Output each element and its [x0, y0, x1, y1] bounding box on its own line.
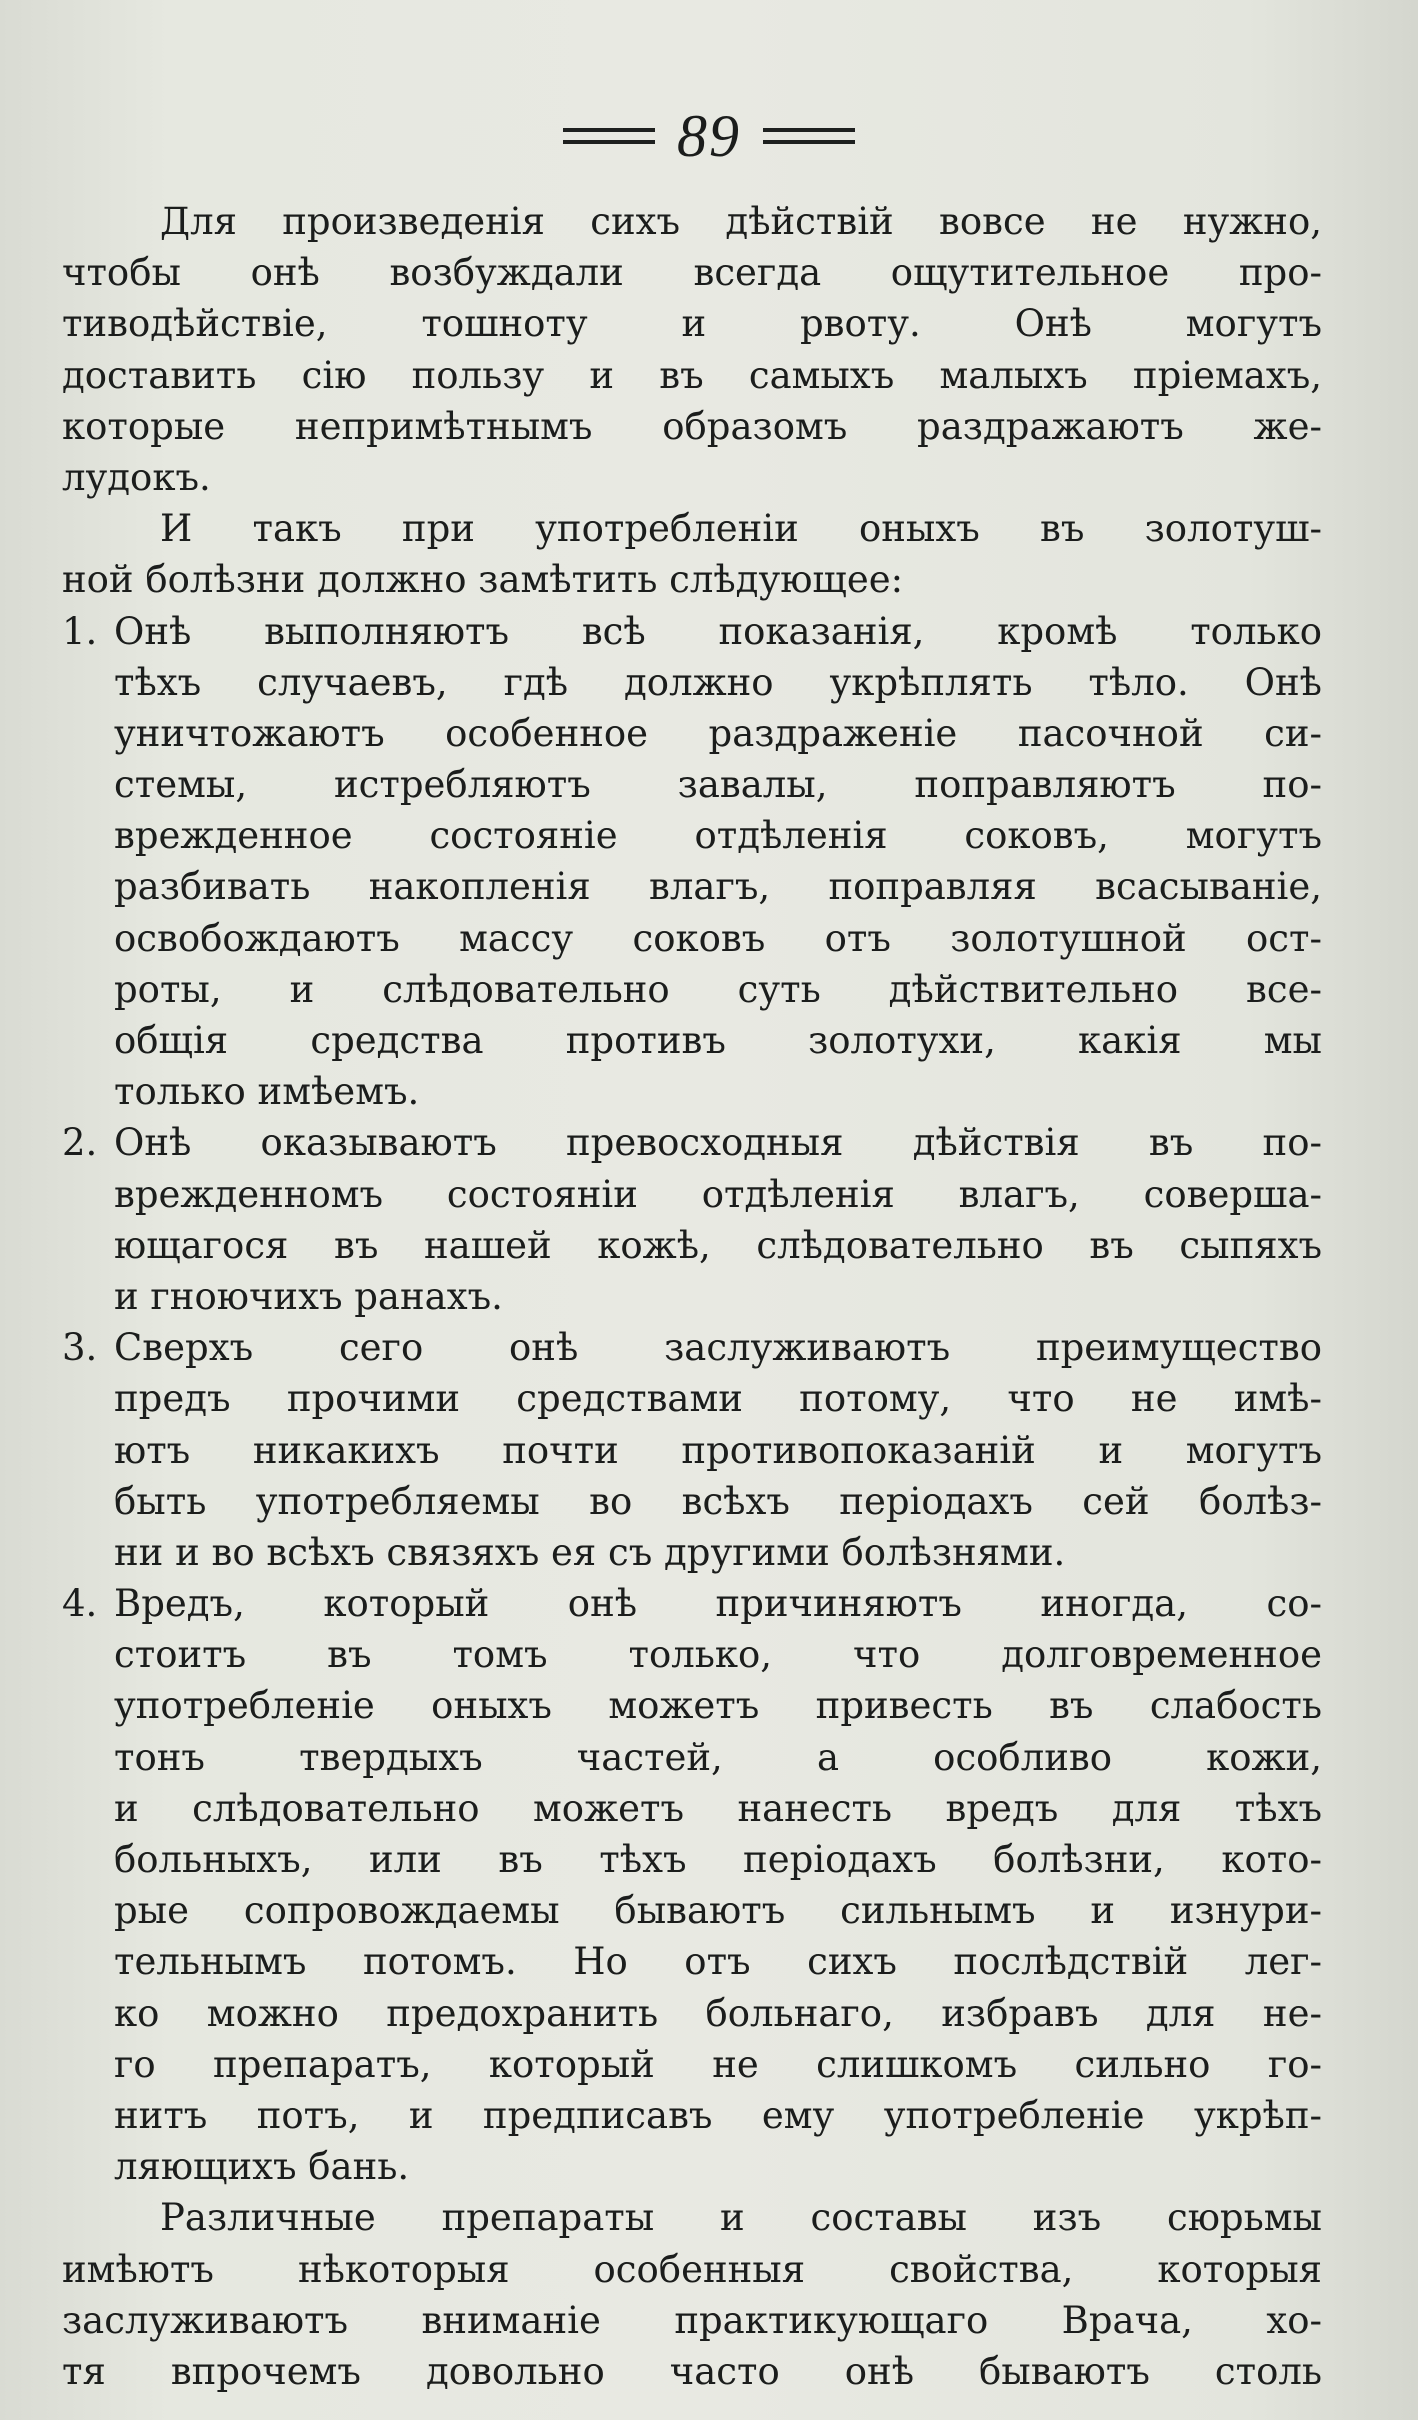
text-line: Онѣ оказываютъ превосходныя дѣйствія въ по-: [114, 1121, 1322, 1165]
text-line: [62, 1936, 1322, 1987]
text-line: [62, 861, 1322, 912]
text-line: Различные препараты и составы изъ сюрьмы: [160, 2196, 1322, 2240]
text-line: [62, 2141, 1322, 2192]
text-line: [62, 759, 1322, 810]
text-line-content: го препаратъ, который не слишкомъ сильно го-: [114, 2042, 1322, 2086]
text-line-content: уничтожаютъ особенное раздраженіе пасочной си-: [114, 711, 1322, 755]
text-line: Для произведенія сихъ дѣйствій вовсе не нужно,: [160, 200, 1322, 243]
text-line-content: стемы, истребляютъ завалы, поправляютъ по-: [114, 763, 1322, 807]
text-line-content: ко можно предохранить больнаго, избравъ для не-: [114, 1991, 1322, 2035]
text-line-content: быть употребляемы во всѣхъ періодахъ сей болѣз-: [114, 1479, 1322, 1523]
text-line-content: рые сопровождаемы бываютъ сильнымъ и изнури-: [114, 1889, 1322, 1933]
text-line: [62, 1271, 1322, 1322]
text-line-content: употребленіе оныхъ можетъ привесть въ слабость: [114, 1684, 1322, 1728]
text-line-content: освобождаютъ массу соковъ отъ золотушной ост-: [114, 916, 1322, 960]
text-line-content: и слѣдовательно можетъ нанесть вредъ для тѣхъ: [114, 1786, 1322, 1830]
list-item-1-first-line: [62, 606, 1322, 657]
text-line-content: ляющихъ бань.: [114, 2145, 410, 2189]
text-line: тя впрочемъ довольно часто онѣ бываютъ столь: [62, 2349, 1322, 2393]
right-ornament-rule: [763, 128, 855, 144]
text-line: [62, 708, 1322, 759]
text-line: [62, 1680, 1322, 1731]
text-line: [62, 810, 1322, 861]
text-line: [62, 1066, 1322, 1117]
text-line: которые непримѣтнымъ образомъ раздражаютъ же-: [62, 404, 1322, 448]
list-item-4-first-line: [62, 1578, 1322, 1629]
text-line-content: нитъ потъ, и предписавъ ему употребленіе укрѣп-: [114, 2093, 1322, 2137]
text-line-content: ютъ никакихъ почти противопоказаній и могутъ: [114, 1428, 1322, 1472]
text-line: [62, 1425, 1322, 1476]
item-number: 2.: [62, 1121, 98, 1165]
list-item-3-first-line: [62, 1322, 1322, 1373]
text-line: [62, 1220, 1322, 1271]
text-line: тиводѣйствіе, тошноту и рвоту. Онѣ могутъ: [62, 302, 1322, 346]
text-line: Онѣ выполняютъ всѣ показанія, кромѣ только: [114, 609, 1322, 653]
body-text: [62, 196, 1322, 2397]
text-line: Сверхъ сего онѣ заслуживаютъ преимущество: [114, 1326, 1322, 1370]
text-line: имѣютъ нѣкоторыя особенныя свойства, которыя: [62, 2247, 1322, 2291]
text-line-content: роты, и слѣдовательно суть дѣйствительно все-: [114, 967, 1322, 1011]
text-line: [62, 1988, 1322, 2039]
text-line-content: и гноючихъ ранахъ.: [114, 1274, 503, 1318]
text-line-content: ни и во всѣхъ связяхъ ея съ другими болѣзнями.: [114, 1530, 1066, 1574]
page-header: [0, 96, 1418, 176]
text-line: ной болѣзни должно замѣтить слѣдующее:: [62, 558, 904, 602]
text-line: лудокъ.: [62, 455, 211, 499]
text-line: [62, 1732, 1322, 1783]
text-line-content: тельнымъ потомъ. Но отъ сихъ послѣдствій лег-: [114, 1940, 1322, 1984]
text-line: [62, 1476, 1322, 1527]
text-line: [62, 1373, 1322, 1424]
text-line: [62, 2039, 1322, 2090]
text-line-content: предъ прочими средствами потому, что не имѣ-: [114, 1377, 1322, 1421]
text-line: [62, 1629, 1322, 1680]
text-line: [62, 1169, 1322, 1220]
text-line-content: ющагося въ нашей кожѣ, слѣдовательно въ сыпяхъ: [114, 1223, 1322, 1267]
left-ornament-rule: [563, 128, 655, 144]
text-line-content: врежденное состояніе отдѣленія соковъ, могутъ: [114, 814, 1322, 858]
text-line: чтобы онѣ возбуждали всегда ощутительное про-: [62, 251, 1322, 295]
text-line-content: разбивать накопленія влагъ, поправляя всасываніе,: [114, 865, 1322, 909]
text-line-content: врежденномъ состояніи отдѣленія влагъ, соверша-: [114, 1172, 1322, 1216]
item-number: 3.: [62, 1326, 98, 1370]
text-line-content: больныхъ, или въ тѣхъ періодахъ болѣзни, кото-: [114, 1838, 1322, 1881]
text-line-content: тонъ твердыхъ частей, а особливо кожи,: [114, 1735, 1322, 1779]
text-line: доставить сію пользу и въ самыхъ малыхъ пріемахъ,: [62, 353, 1322, 397]
text-line: [62, 964, 1322, 1015]
item-number: 1.: [62, 609, 98, 653]
text-line-content: только имѣемъ.: [114, 1070, 420, 1114]
text-line-content: тѣхъ случаевъ, гдѣ должно укрѣплять тѣло. Онѣ: [114, 660, 1322, 704]
list-item-2-first-line: [62, 1117, 1322, 1168]
text-line: заслуживаютъ вниманіе практикующаго Врача, хо-: [62, 2298, 1322, 2342]
text-line: [62, 1783, 1322, 1834]
text-line: [62, 657, 1322, 708]
text-line: [62, 1527, 1322, 1578]
text-line: [62, 1015, 1322, 1066]
text-line-content: стоитъ въ томъ только, что долговременное: [114, 1633, 1322, 1677]
text-line: Вредъ, который онѣ причиняютъ иногда, со-: [114, 1582, 1322, 1626]
text-line: И такъ при употребленіи оныхъ въ золотуш-: [160, 507, 1322, 551]
text-line: [62, 2090, 1322, 2141]
text-line: [62, 1834, 1322, 1885]
text-line: [62, 1885, 1322, 1936]
text-line-content: общія средства противъ золотухи, какія мы: [114, 1019, 1322, 1062]
item-number: 4.: [62, 1582, 98, 1626]
text-line: [62, 913, 1322, 964]
page-number: 89: [677, 103, 741, 169]
